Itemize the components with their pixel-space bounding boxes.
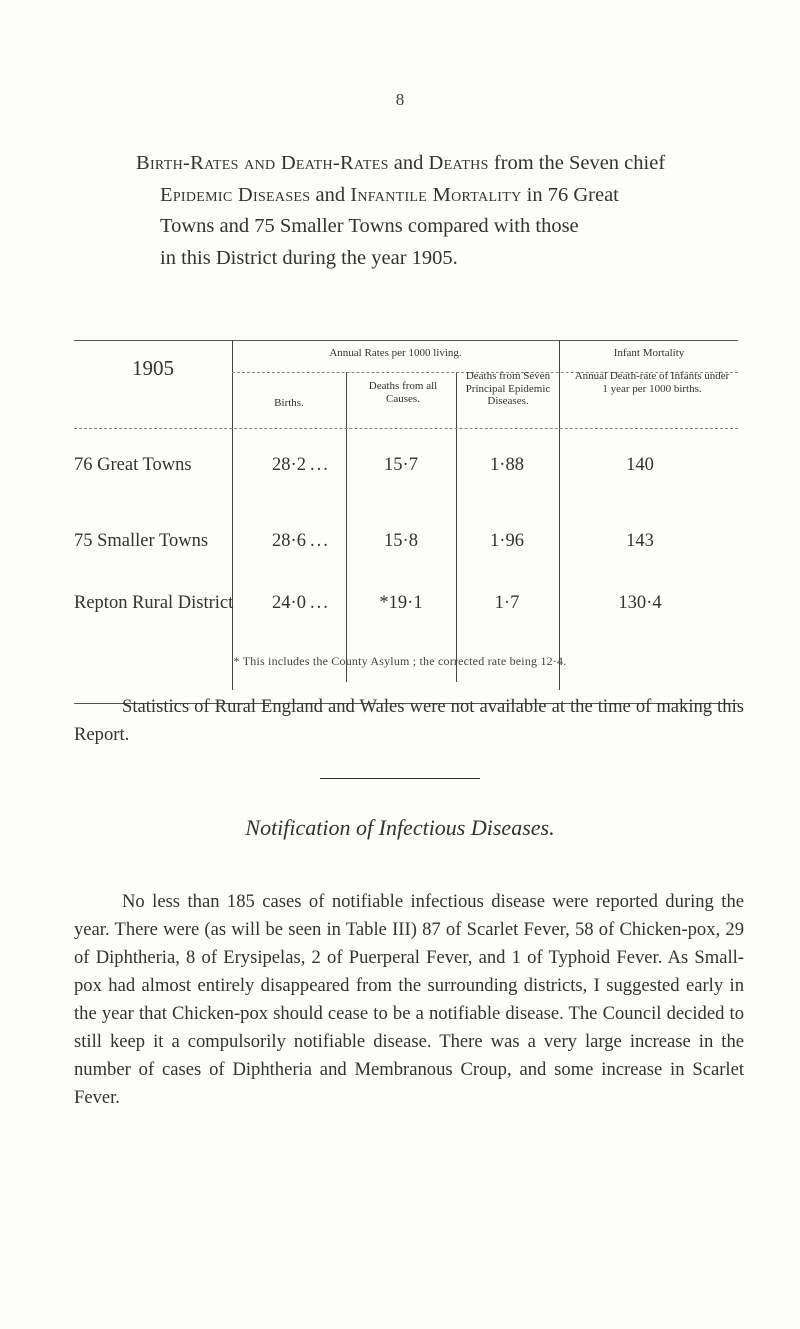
cell-births: 28·6 <box>272 531 306 551</box>
heading-text-1b: from the Seven chief <box>488 152 666 174</box>
heading-sc-2b: Infantile Mortality <box>350 183 522 206</box>
group-header-annual-rates: Annual Rates per 1000 living. <box>329 347 462 359</box>
cell-deaths-seven: 1·7 <box>494 593 520 613</box>
heading-line-2 <box>136 180 756 212</box>
section-divider <box>320 778 480 779</box>
document-heading <box>136 148 756 274</box>
cell-deaths-seven: 1·96 <box>490 531 524 551</box>
statistics-paragraph <box>74 693 744 749</box>
cell-births: 24·0 <box>272 593 306 613</box>
table-divider-4 <box>559 340 560 690</box>
cell-deaths-all: 15·7 <box>384 455 418 475</box>
table-divider-1 <box>232 340 233 690</box>
group-header-infant-mortality: Infant Mortality <box>613 347 685 359</box>
table-divider-3 <box>456 372 457 682</box>
cell-infant: 143 <box>626 531 654 551</box>
notification-text: No less than 185 cases of notifiable infectious disease were reported during the year. There were (as will be seen in Table III) 87 of Scarlet Fever, 58 of Chicken-pox, 29 of Diphtheria, 8 of Erysipelas, 2 of Puerperal Fever, and 1 of Typhoid Fever. As Small-pox had almost entirely disappeared from the surrounding districts, I suggested early in the year that Chicken-pox should cease to be a notifiable disease. The Council decided to still keep it a compulsorily notifiable disease. There was a very large increase in the number of cases of Diphtheria and Membranous Croup, and some increase in Scarlet Fever. <box>74 891 744 1108</box>
col-header-infant-rate: Annual Death-rate of Infants under 1 year per 1000 births. <box>574 370 730 395</box>
heading-sc-1: Birth-Rates and Death-Rates <box>136 152 389 174</box>
heading-line-4: in this District during the year 1905. <box>160 246 458 269</box>
row-label-text: Repton Rural District <box>74 593 234 613</box>
row-label-text: 76 Great Towns <box>74 455 192 475</box>
col-header-deaths-seven: Deaths from Seven Principal Epidemic Diseases. <box>465 370 551 407</box>
row-label-text: 75 Smaller Towns <box>74 531 209 551</box>
cell-deaths-all: 15·8 <box>384 531 418 551</box>
heading-sc-2: Epidemic Diseases <box>160 183 311 206</box>
table-divider-2 <box>346 372 347 682</box>
table-top-rule <box>74 340 738 341</box>
row-leader-dots: ... <box>310 531 330 551</box>
row-leader-dots: ... <box>310 455 330 475</box>
heading-line-1 <box>136 148 756 180</box>
col-header-deaths-all: Deaths from all Causes. <box>368 380 438 405</box>
col-header-births: Births. <box>274 397 304 409</box>
heading-text-2b: in 76 Great <box>521 183 619 206</box>
table-footnote: * This includes the County Asylum ; the corrected rate being 12·4. <box>233 654 567 668</box>
page-number: 8 <box>395 90 405 109</box>
cell-deaths-seven: 1·88 <box>490 455 524 475</box>
table-subheader-dash <box>74 428 738 429</box>
section-title: Notification of Infectious Diseases. <box>245 815 555 840</box>
notification-paragraph <box>74 888 744 1112</box>
cell-infant: 130·4 <box>618 593 662 613</box>
heading-sc-1b: Deaths <box>428 152 489 174</box>
statistics-text: Statistics of Rural England and Wales were not available at the time of making this Report. <box>74 696 744 745</box>
heading-text-1a: and <box>388 152 429 174</box>
cell-deaths-all: *19·1 <box>379 593 423 613</box>
row-leader-dots: ... <box>310 593 330 613</box>
heading-text-2a: and <box>310 183 351 206</box>
cell-births: 28·2 <box>272 455 306 475</box>
table-year-header: 1905 <box>132 356 174 380</box>
heading-line-3: Towns and 75 Smaller Towns compared with those <box>160 215 579 237</box>
cell-infant: 140 <box>626 455 654 475</box>
